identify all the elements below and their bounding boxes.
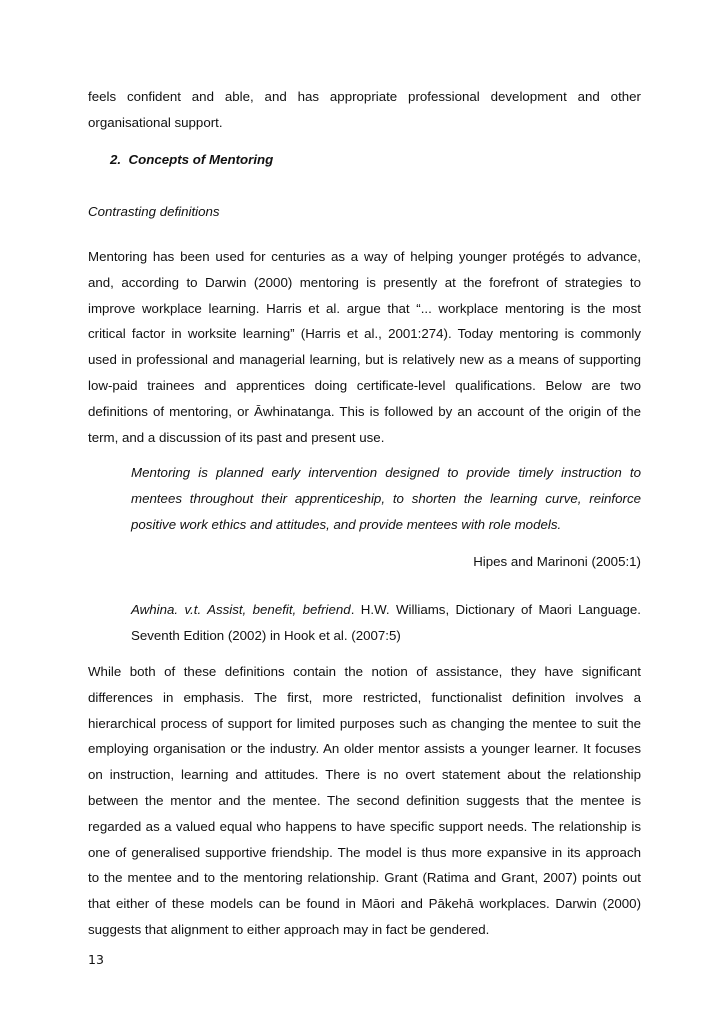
text-line: regarded as a valued equal who happens to have specific support needs. The relationship is	[88, 818, 641, 834]
block-quote-definition-1	[131, 460, 641, 537]
text-line: hierarchical process of support for limited purposes such as changing the mentee to suit the	[88, 715, 641, 731]
text-line: on instruction, learning and attitudes. There is no overt statement about the relationship	[88, 767, 641, 783]
definition-term: Awhina. v.t. Assist, benefit, befriend	[131, 602, 351, 617]
text-line: term, and a discussion of its past and present use.	[88, 429, 385, 445]
text-line: suggests that alignment to either approach may in fact be gendered.	[88, 921, 490, 937]
text-line: mentees throughout their apprenticeship, to shorten the learning curve, reinforce	[131, 490, 641, 506]
text-line: one of generalised supportive friendship. The model is thus more expansive in its approach	[88, 844, 641, 860]
text-line	[131, 597, 641, 623]
paragraph-intro	[88, 244, 641, 450]
text-line: While both of these definitions contain the notion of assistance, they have significant	[88, 664, 641, 679]
section-heading: 2. Concepts of Mentoring	[110, 152, 274, 167]
text-line: critical factor in worksite learning” (Harris et al., 2001:274). Today mentoring is commonly	[88, 326, 641, 342]
text-line: differences in emphasis. The first, more restricted, functionalist definition involves a	[88, 689, 641, 705]
text-line: to the mentee and to the mentoring relationship. Grant (Ratima and Grant, 2007) points out	[88, 870, 641, 886]
text-line: low-paid trainees and apprentices doing certificate-level qualifications. Below are two	[88, 377, 641, 393]
definition-source: . H.W. Williams, Dictionary of Maori Language.	[350, 602, 641, 617]
paragraph-comparison	[88, 659, 641, 943]
quote-citation: Hipes and Marinoni (2005:1)	[473, 554, 641, 569]
text-line: positive work ethics and attitudes, and provide mentees with role models.	[131, 516, 562, 532]
text-line: Mentoring has been used for centuries as a way of helping younger protégés to advance,	[88, 249, 641, 264]
text-line: used in professional and managerial learning, but is relatively new as a means of supporting	[88, 352, 641, 368]
block-quote-definition-2	[131, 597, 641, 649]
text-line: definitions of mentoring, or Āwhinatanga. This is followed by an account of the origin of the	[88, 403, 641, 419]
text-line: feels confident and able, and has appropriate professional development and other	[88, 89, 641, 104]
text-line: Seventh Edition (2002) in Hook et al. (2007:5)	[131, 627, 401, 643]
page-number: 13	[88, 952, 104, 967]
subheading: Contrasting definitions	[88, 204, 220, 219]
text-line: and, according to Darwin (2000) mentoring is presently at the forefront of strategies to	[88, 274, 641, 290]
text-line: that either of these models can be found in Māori and Pākehā workplaces. Darwin (2000)	[88, 896, 641, 912]
text-line: organisational support.	[88, 114, 223, 130]
text-line: Mentoring is planned early intervention designed to provide timely instruction to	[131, 465, 641, 480]
text-line: between the mentor and the mentee. The second definition suggests that the mentee is	[88, 792, 641, 808]
text-line: employing organisation or the industry. An older mentor assists a younger learner. It focuses	[88, 741, 641, 757]
paragraph-continuation	[88, 84, 641, 136]
text-line: improve workplace learning. Harris et al. argue that “... workplace mentoring is the most	[88, 300, 641, 316]
